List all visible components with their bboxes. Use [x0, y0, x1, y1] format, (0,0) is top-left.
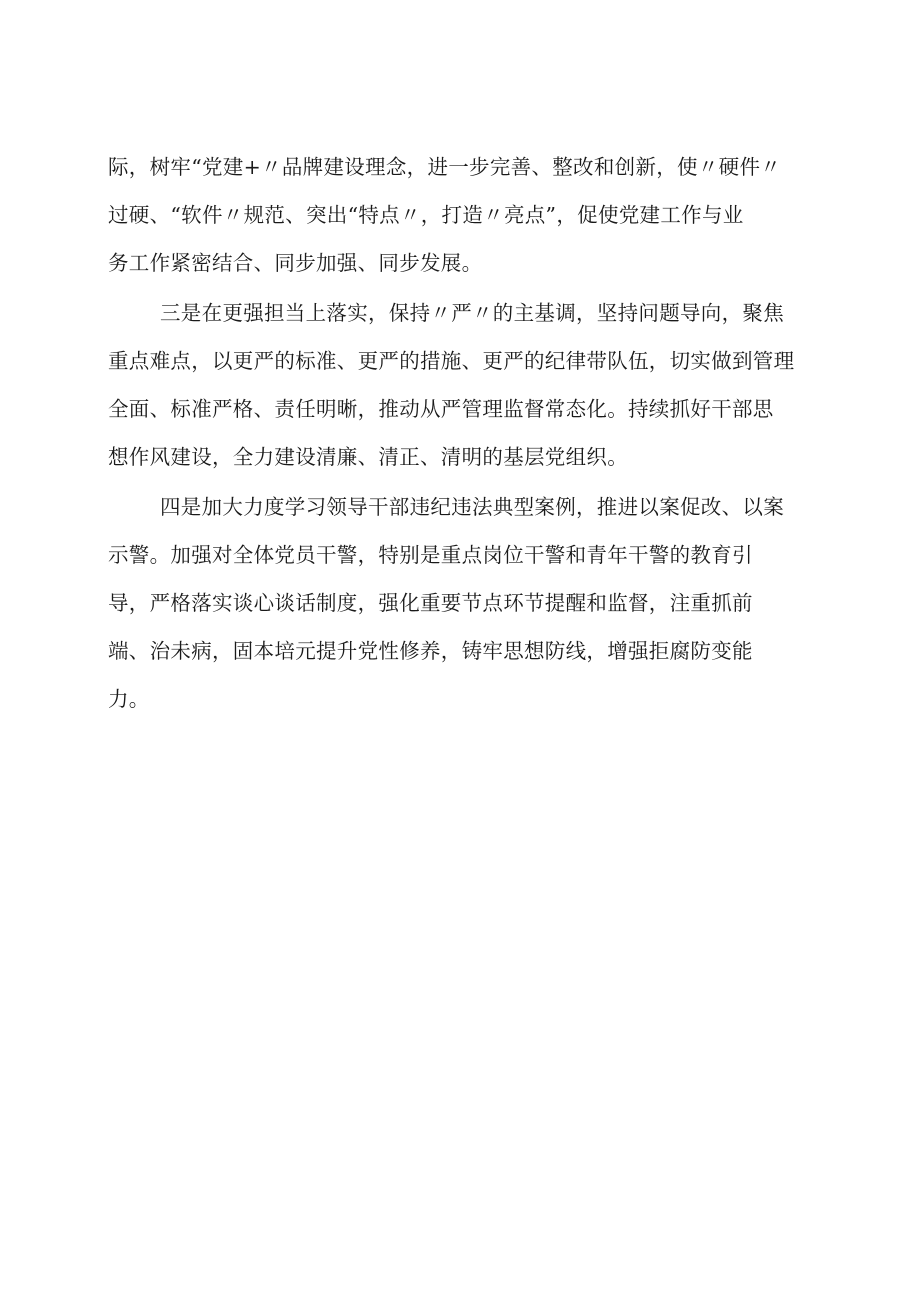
text-line: 端、治未病，固本培元提升党性修养，铸牢思想防线，增强拒腐防变能 — [108, 639, 753, 663]
paragraph-three — [108, 289, 818, 481]
text-line: 力。 — [108, 687, 150, 711]
text-line: 四是加大力度学习领导干部违纪违法典型案例，推进以案促改、以案 — [160, 495, 784, 519]
text-line: 导，严格落实谈心谈话制度，强化重要节点环节提醒和监督，注重抓前 — [108, 591, 753, 615]
paragraph-continued — [108, 143, 818, 287]
text-line: 示警。加强对全体党员干警，特别是重点岗位干警和青年干警的教育引 — [108, 543, 753, 567]
text-line: 三是在更强担当上落实，保持〃严〃的主基调，坚持问题导向，聚焦 — [160, 301, 784, 325]
text-line: 重点难点，以更严的标准、更严的措施、更严的纪律带队伍，切实做到管理 — [108, 349, 795, 373]
text-line: 务工作紧密结合、同步加强、同步发展。 — [108, 251, 483, 275]
text-line: 想作风建设，全力建设清廉、清正、清明的基层党组织。 — [108, 445, 628, 469]
text-line: 际，树牢“党建+〃品牌建设理念，进一步完善、整改和创新，使〃硬件〃 — [108, 155, 782, 179]
text-line: 过硬、“软件〃规范、突出“特点〃，打造〃亮点”，促使党建工作与业 — [108, 203, 744, 227]
document-body — [108, 143, 818, 723]
paragraph-four — [108, 483, 818, 723]
text-line: 全面、标准严格、责任明晰，推动从严管理监督常态化。持续抓好干部思 — [108, 397, 774, 421]
